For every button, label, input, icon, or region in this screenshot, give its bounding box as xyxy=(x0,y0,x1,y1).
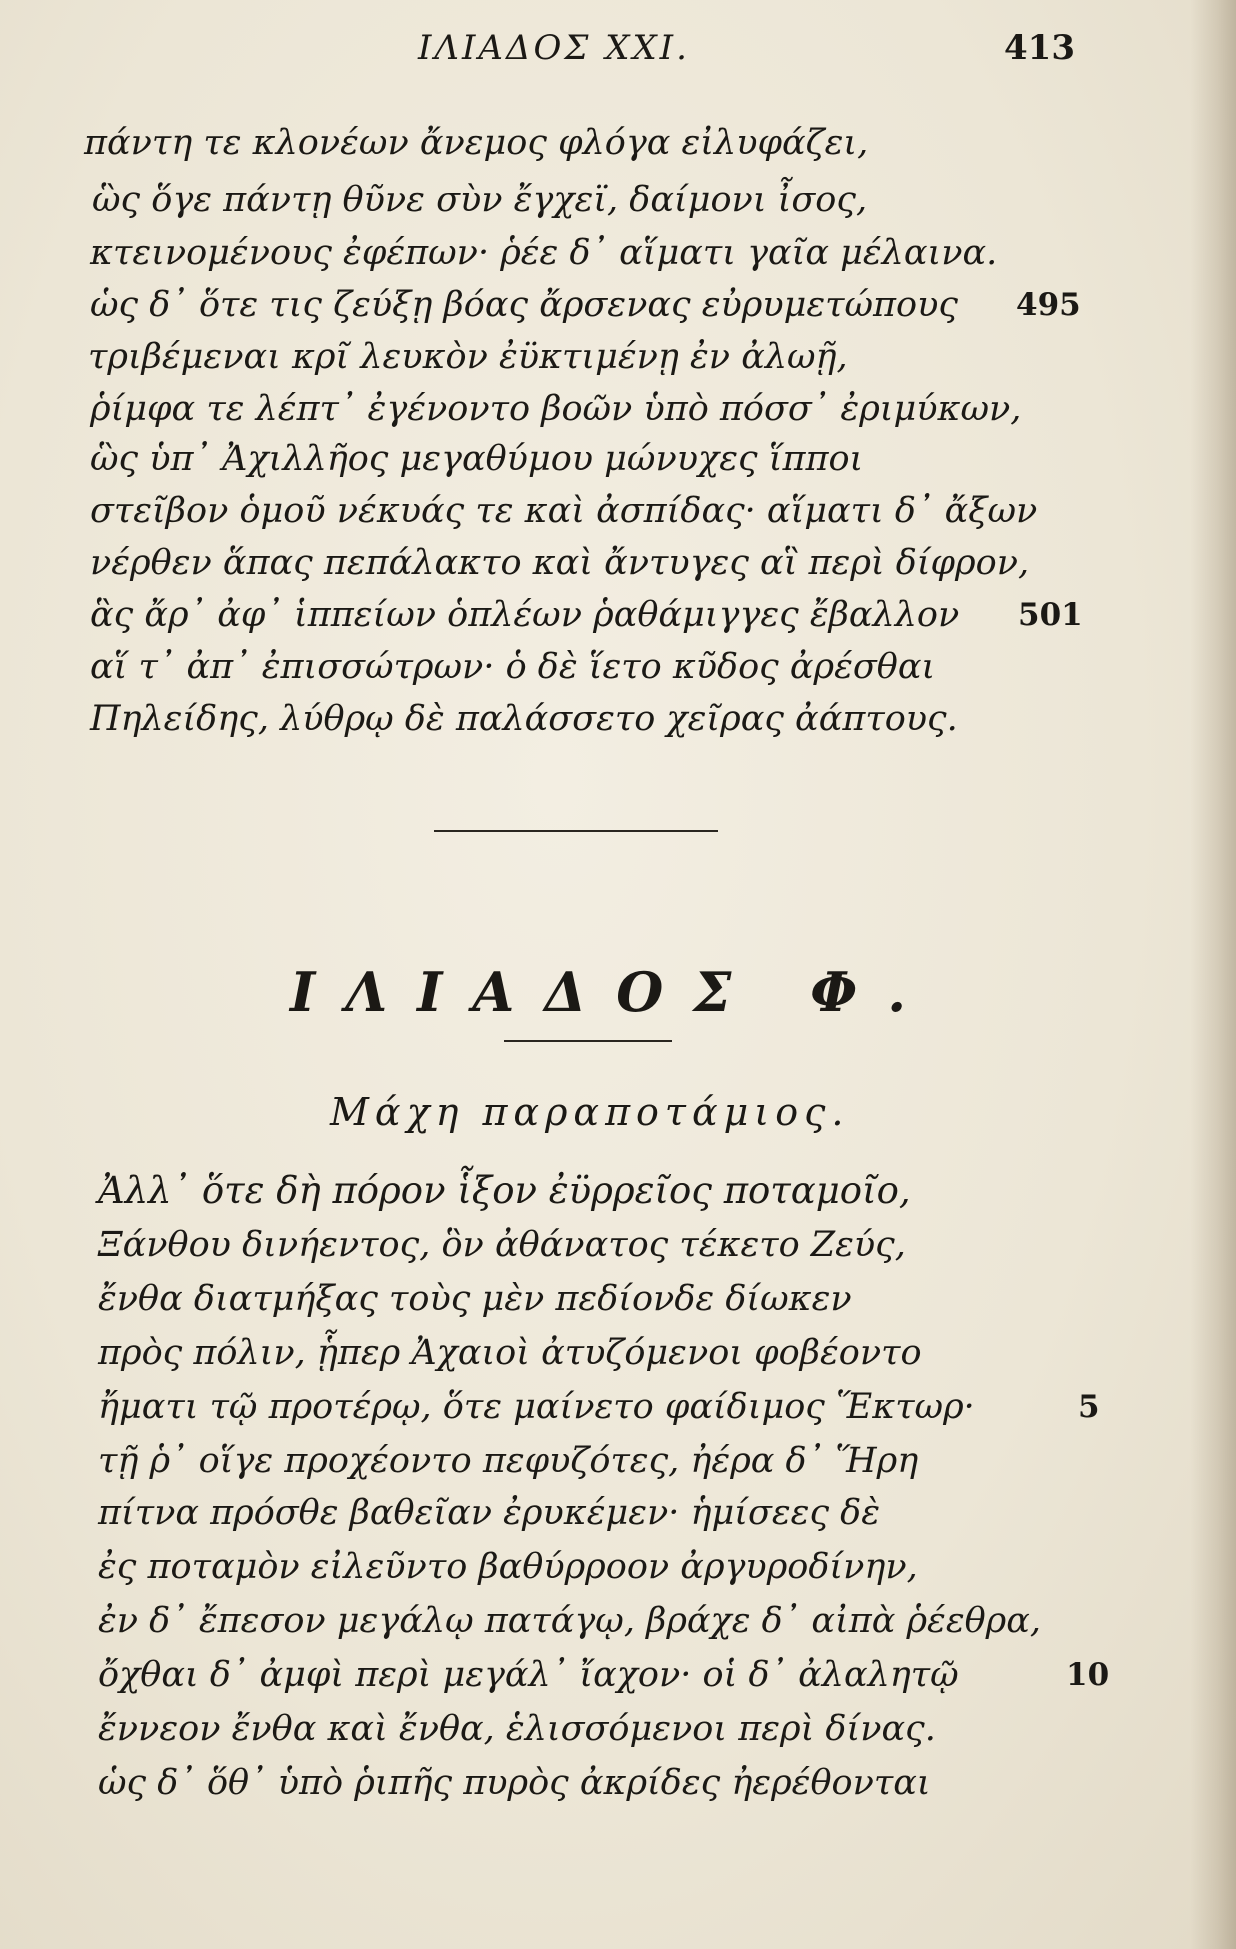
verse-line: νέρθεν ἅπας πεπάλακτο καὶ ἄντυγες αἳ περὶ δίφρον, xyxy=(90,543,1030,583)
title-underline xyxy=(504,1040,672,1042)
verse-line: ἐν δ᾽ ἔπεσον μεγάλῳ πατάγῳ, βράχε δ᾽ αἰπὰ ῥέεθρα, xyxy=(98,1601,1042,1641)
verse-line: πρὸς πόλιν, ᾗπερ Ἀχαιοὶ ἀτυζόμενοι φοβέοντο xyxy=(98,1333,922,1373)
verse-line: ἔννεον ἔνθα καὶ ἔνθα, ἑλισσόμενοι περὶ δίνας. xyxy=(98,1709,936,1749)
verse-line: ῥίμφα τε λέπτ᾽ ἐγένοντο βοῶν ὑπὸ πόσσ᾽ ἐριμύκων, xyxy=(90,389,1022,429)
verse-line: ὣς ὑπ᾽ Ἀχιλλῆος μεγαθύμου μώνυχες ἵπποι xyxy=(90,439,864,479)
verse-line: κτεινομένους ἐφέπων· ῥέε δ᾽ αἵματι γαῖα μέλαινα. xyxy=(90,233,998,273)
verse-line: Ξάνθου δινήεντος, ὃν ἀθάνατος τέκετο Ζεύς, xyxy=(98,1225,906,1265)
verse-line: ἃς ἄρ᾽ ἀφ᾽ ἱππείων ὁπλέων ῥαθάμιγγες ἔβαλλον xyxy=(90,595,960,635)
verse-line: τριβέμεναι κρῖ λευκὸν ἐϋκτιμένῃ ἐν ἀλωῇ, xyxy=(88,337,848,377)
book-subtitle: Μάχη παραποτάμιος. xyxy=(330,1090,850,1134)
page-number: 413 xyxy=(1004,28,1075,68)
verse-line: ἤματι τῷ προτέρῳ, ὅτε μαίνετο φαίδιμος Ἕκτωρ· xyxy=(98,1387,975,1427)
verse-line: ἐς ποταμὸν εἰλεῦντο βαθύρροον ἀργυροδίνην, xyxy=(98,1547,918,1587)
verse-line: αἵ τ᾽ ἀπ᾽ ἐπισσώτρων· ὁ δὲ ἵετο κῦδος ἀρέσθαι xyxy=(90,647,936,687)
page-edge-shadow xyxy=(1190,0,1236,1949)
verse-line: πάντη τε κλονέων ἄνεμος φλόγα εἰλυφάζει, xyxy=(84,123,869,163)
running-head: ΙΛΙΑΔΟΣ XXI. xyxy=(418,28,690,68)
verse-line: ὡς δ᾽ ὅθ᾽ ὑπὸ ῥιπῆς πυρὸς ἀκρίδες ἠερέθονται xyxy=(98,1763,931,1803)
verse-line: ὡς δ᾽ ὅτε τις ζεύξῃ βόας ἄρσενας εὐρυμετώπους xyxy=(90,285,959,325)
line-number: 495 xyxy=(1016,287,1081,323)
verse-line: ὣς ὅγε πάντῃ θῦνε σὺν ἔγχεϊ, δαίμονι ἶσος, xyxy=(92,180,868,220)
verse-line: πίτνα πρόσθε βαθεῖαν ἐρυκέμεν· ἡμίσεες δὲ xyxy=(98,1493,881,1533)
verse-line: ἔνθα διατμήξας τοὺς μὲν πεδίονδε δίωκεν xyxy=(98,1279,852,1319)
verse-line: τῇ ῥ᾽ οἵγε προχέοντο πεφυζότες, ἠέρα δ᾽ Ἥρη xyxy=(98,1441,919,1481)
verse-line: στεῖβον ὁμοῦ νέκυάς τε καὶ ἀσπίδας· αἵματι δ᾽ ἄξων xyxy=(90,491,1038,531)
line-number: 501 xyxy=(1018,597,1083,633)
line-number: 10 xyxy=(1066,1657,1110,1693)
section-divider xyxy=(434,830,718,832)
verse-line: Πηλείδης, λύθρῳ δὲ παλάσσετο χεῖρας ἀάπτους. xyxy=(90,699,958,739)
book-title: ΙΛΙΑΔΟΣ Φ. xyxy=(290,960,937,1024)
page-header xyxy=(0,28,1236,78)
verse-line: ὄχθαι δ᾽ ἀμφὶ περὶ μεγάλ᾽ ἴαχον· οἱ δ᾽ ἀλαλητῷ xyxy=(98,1655,959,1695)
line-number: 5 xyxy=(1078,1389,1100,1425)
verse-line: Ἀλλ᾽ ὅτε δὴ πόρον ἷξον ἐϋρρεῖος ποταμοῖο, xyxy=(98,1169,911,1212)
